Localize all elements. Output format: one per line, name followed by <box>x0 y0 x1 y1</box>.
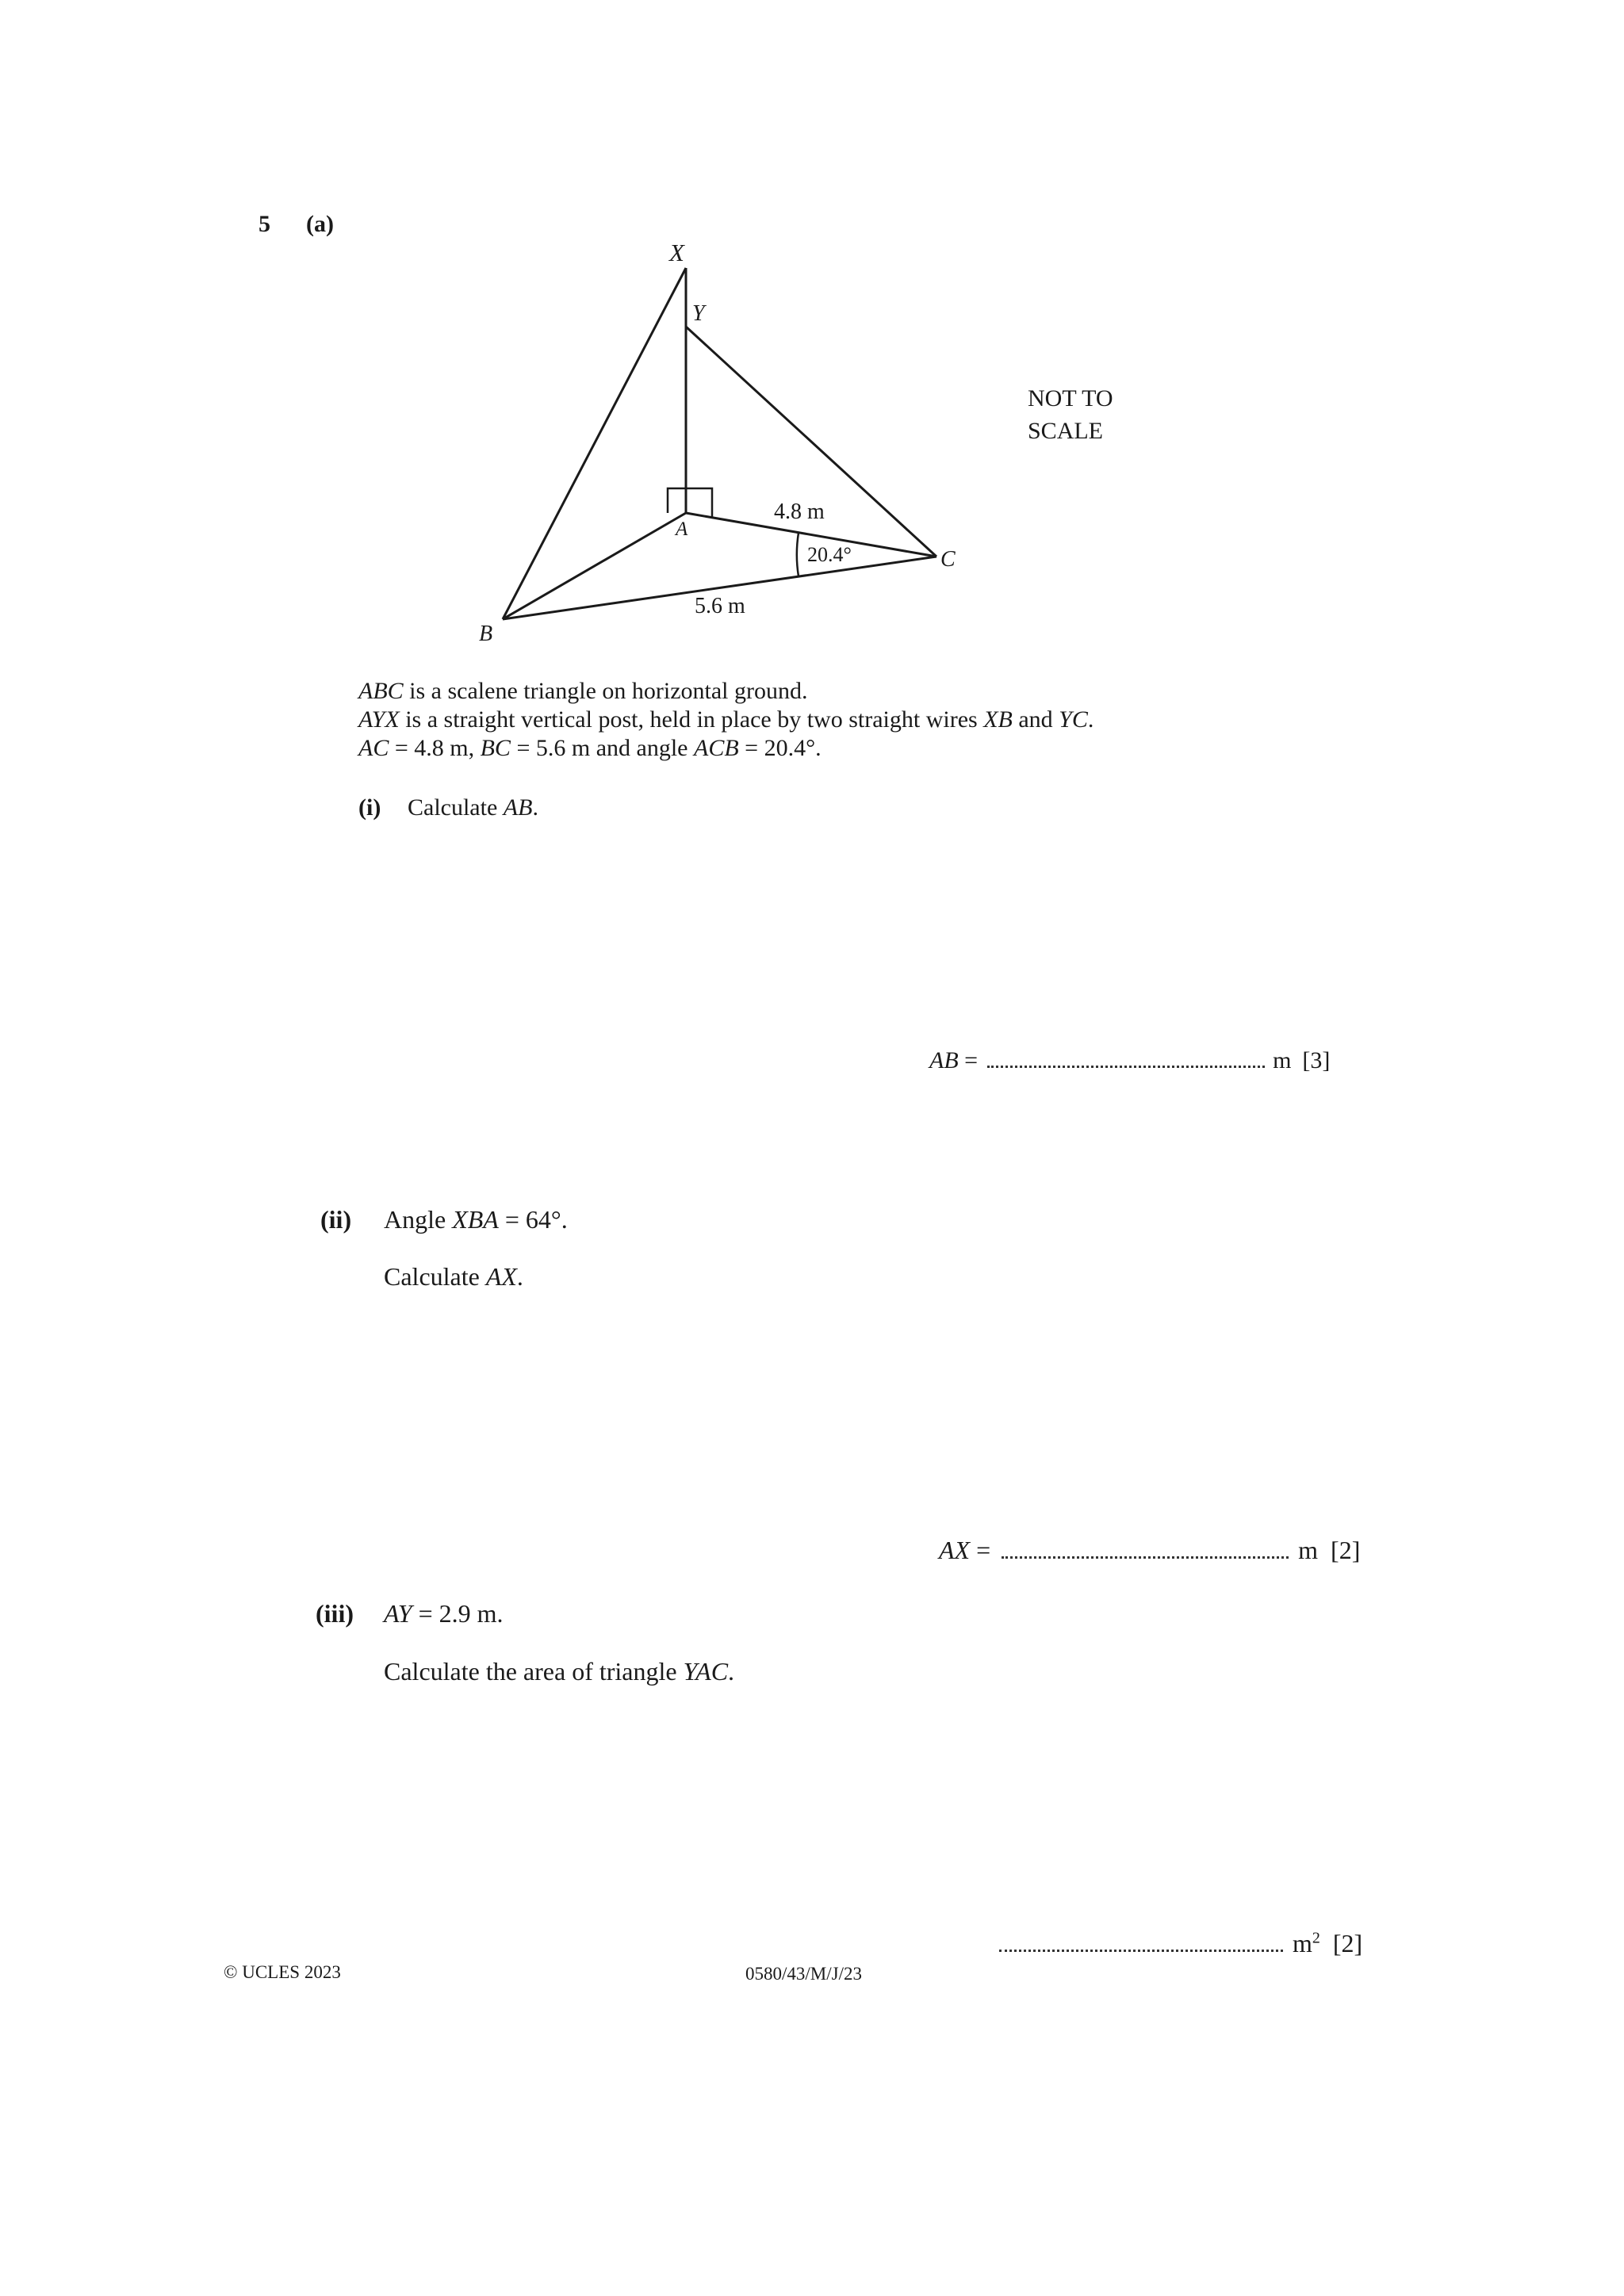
part-i-marks: [3] <box>1302 1047 1331 1073</box>
stem-acb-value: = 20.4°. <box>738 735 822 761</box>
length-bc: 5.6 m <box>695 594 745 618</box>
part-iii-text: Calculate the area of triangle <box>384 1657 684 1686</box>
part-iii-target: YAC <box>683 1657 729 1686</box>
diagram-lines <box>503 268 936 619</box>
not-to-scale-line2: SCALE <box>1028 418 1104 444</box>
part-ii-given-value: = 64°. <box>498 1205 568 1234</box>
stem-ayx: AYX <box>358 706 400 733</box>
part-i-unit: m <box>1273 1047 1292 1073</box>
label-b: B <box>479 622 493 646</box>
part-iii-question <box>384 1657 734 1686</box>
label-a: A <box>676 519 688 540</box>
part-iii-given <box>384 1599 504 1628</box>
stem-bc-value: = 5.6 m and angle <box>510 735 694 761</box>
stem-bc: BC <box>480 735 511 761</box>
footer-copyright: © UCLES 2023 <box>224 1962 341 1982</box>
stem-ac: AC <box>358 735 389 761</box>
part-ii-answer-line <box>939 1536 1360 1565</box>
stem-and: and <box>1012 706 1059 733</box>
length-ac: 4.8 m <box>774 499 825 524</box>
part-ii-answer-label: AX <box>939 1536 971 1564</box>
footer-paper-code: 0580/43/M/J/23 <box>745 1964 862 1984</box>
question-number: 5 <box>259 211 270 237</box>
triangle-diagram <box>0 0 1624 650</box>
stem-line-2-text: is a straight vertical post, held in place by two straight wires <box>399 706 984 733</box>
part-ii-end: . <box>516 1262 523 1291</box>
question-part-label: (a) <box>306 211 334 237</box>
label-c: C <box>940 547 956 572</box>
part-iii-answer-line <box>999 1929 1362 1958</box>
part-i-end: . <box>532 794 538 821</box>
stem-line-1-text: is a scalene triangle on horizontal ground. <box>403 678 808 704</box>
part-ii-label: (ii) <box>320 1205 352 1234</box>
part-i-equals: = <box>958 1047 979 1073</box>
angle-acb: 20.4° <box>807 543 852 566</box>
part-ii-equals: = <box>970 1536 991 1564</box>
part-iii-label: (iii) <box>316 1599 354 1628</box>
part-ii-unit: m <box>1298 1536 1319 1564</box>
stem-acb: ACB <box>694 735 739 761</box>
stem-abc: ABC <box>358 678 404 704</box>
stem-yc: YC <box>1059 706 1088 733</box>
part-iii-unit: m <box>1293 1929 1312 1957</box>
part-i-answer-line <box>929 1047 1330 1074</box>
part-ii-given <box>384 1205 568 1234</box>
part-ii-text: Calculate <box>384 1262 486 1291</box>
part-i-answer-blank[interactable] <box>987 1066 1265 1068</box>
part-ii-answer-blank[interactable] <box>1002 1556 1289 1559</box>
part-ii-given-angle: XBA <box>452 1205 499 1234</box>
stem-line-2 <box>358 706 1094 733</box>
part-ii-target: AX <box>485 1262 517 1291</box>
part-i-target: AB <box>503 794 533 821</box>
stem-ac-value: = 4.8 m, <box>389 735 481 761</box>
part-i-label: (i) <box>358 794 381 821</box>
part-i-text: Calculate <box>408 794 504 821</box>
stem-xb: XB <box>983 706 1013 733</box>
part-i-answer-label: AB <box>929 1047 959 1073</box>
angle-arc-c <box>797 533 799 576</box>
stem-line-1 <box>358 678 808 705</box>
part-ii-question <box>384 1262 523 1292</box>
stem-line-2-end: . <box>1087 706 1094 733</box>
not-to-scale-line1: NOT TO <box>1028 385 1113 411</box>
part-ii-marks: [2] <box>1331 1536 1361 1564</box>
label-y: Y <box>692 301 705 326</box>
label-x: X <box>669 239 684 266</box>
part-iii-unit-power: 2 <box>1312 1929 1320 1947</box>
part-iii-end: . <box>728 1657 735 1686</box>
part-iii-given-value: = 2.9 m. <box>412 1599 504 1628</box>
part-iii-marks: [2] <box>1332 1929 1363 1957</box>
part-iii-given-name: AY <box>384 1599 412 1628</box>
stem-line-3 <box>358 735 822 762</box>
part-iii-answer-blank[interactable] <box>999 1950 1283 1952</box>
part-i-question <box>408 794 538 821</box>
part-ii-given-text: Angle <box>384 1205 453 1234</box>
